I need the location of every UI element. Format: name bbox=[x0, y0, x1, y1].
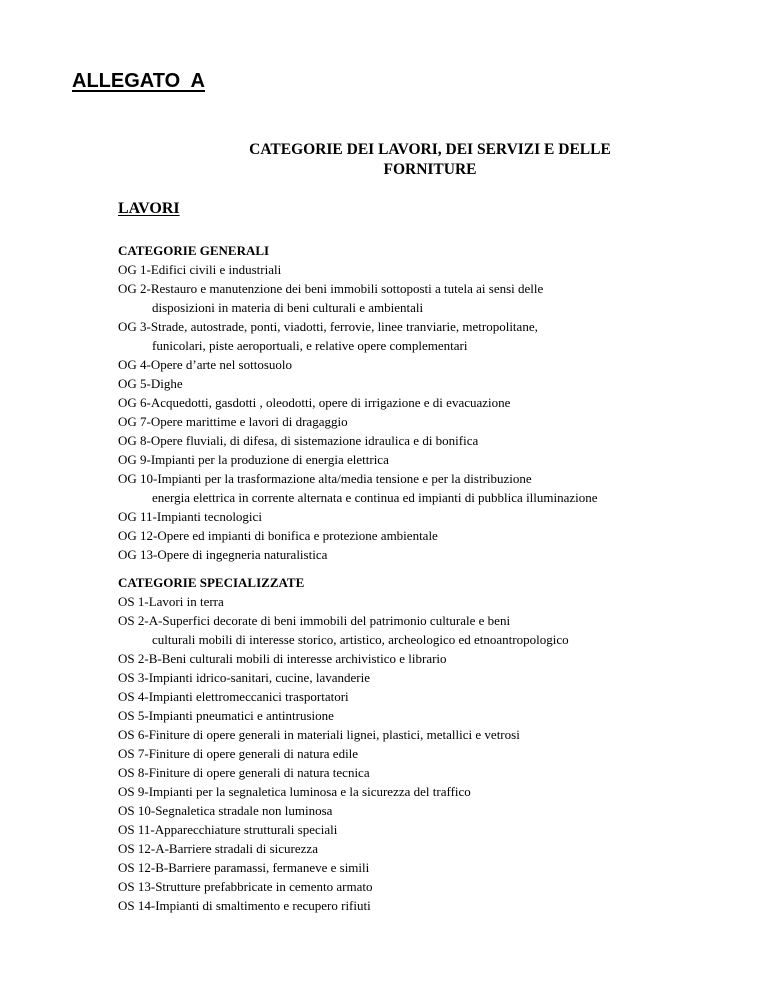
document-title bbox=[170, 140, 690, 180]
category-item bbox=[118, 801, 569, 820]
category-item-continuation: disposizioni in materia di beni culturali e ambientali bbox=[152, 300, 424, 315]
category-item bbox=[118, 649, 569, 668]
category-item-line: OS 4-Impianti elettromeccanici trasportatori bbox=[118, 689, 349, 704]
category-item-line: OS 12-A-Barriere stradali di sicurezza bbox=[118, 841, 318, 856]
categorie-specializzate-list bbox=[118, 592, 569, 915]
category-item bbox=[118, 279, 598, 317]
category-item bbox=[118, 450, 598, 469]
category-item bbox=[118, 592, 569, 611]
category-item-line: OS 12-B-Barriere paramassi, fermaneve e simili bbox=[118, 860, 370, 875]
category-item-line: OG 3-Strade, autostrade, ponti, viadotti, ferrovie, linee tranviarie, metropolitane, bbox=[118, 319, 538, 334]
category-item-line: OS 3-Impianti idrico-sanitari, cucine, lavanderie bbox=[118, 670, 370, 685]
category-item bbox=[118, 393, 598, 412]
categorie-generali-title: CATEGORIE GENERALI bbox=[118, 243, 270, 258]
category-item-line: OG 7-Opere marittime e lavori di dragaggio bbox=[118, 414, 348, 429]
category-item-line: OS 8-Finiture di opere generali di natura tecnica bbox=[118, 765, 370, 780]
category-item-line: OG 2-Restauro e manutenzione dei beni immobili sottoposti a tutela ai sensi delle bbox=[118, 281, 544, 296]
category-item bbox=[118, 706, 569, 725]
category-item-line: OG 1-Edifici civili e industriali bbox=[118, 262, 282, 277]
category-item-line: OG 8-Opere fluviali, di difesa, di sistemazione idraulica e di bonifica bbox=[118, 433, 479, 448]
category-item bbox=[118, 355, 598, 374]
category-item-line: OS 13-Strutture prefabbricate in cemento armato bbox=[118, 879, 373, 894]
category-item bbox=[118, 611, 569, 649]
category-item-line: OS 2-A-Superfici decorate di beni immobili del patrimonio culturale e beni bbox=[118, 613, 511, 628]
category-item-line: OG 13-Opere di ingegneria naturalistica bbox=[118, 547, 328, 562]
document-title-line-1: CATEGORIE DEI LAVORI, DEI SERVIZI E DELLE bbox=[249, 141, 611, 158]
categorie-specializzate-title: CATEGORIE SPECIALIZZATE bbox=[118, 575, 305, 590]
category-item-line: OG 5-Dighe bbox=[118, 376, 183, 391]
category-item-line: OS 6-Finiture di opere generali in materiali lignei, plastici, metallici e vetrosi bbox=[118, 727, 520, 742]
category-item-continuation: energia elettrica in corrente alternata e continua ed impianti di pubblica illuminazione bbox=[152, 490, 598, 505]
category-item bbox=[118, 374, 598, 393]
category-item-line: OS 2-B-Beni culturali mobili di interesse archivistico e librario bbox=[118, 651, 447, 666]
category-item-line: OG 4-Opere d’arte nel sottosuolo bbox=[118, 357, 293, 372]
category-item-line: OS 11-Apparecchiature strutturali speciali bbox=[118, 822, 338, 837]
category-item-line: OS 5-Impianti pneumatici e antintrusione bbox=[118, 708, 334, 723]
category-item bbox=[118, 687, 569, 706]
category-item bbox=[118, 668, 569, 687]
categorie-generali-block bbox=[118, 241, 598, 564]
category-item-line: OS 14-Impianti di smaltimento e recupero rifiuti bbox=[118, 898, 371, 913]
category-item bbox=[118, 431, 598, 450]
category-item bbox=[118, 725, 569, 744]
category-item bbox=[118, 744, 569, 763]
category-item bbox=[118, 877, 569, 896]
category-item bbox=[118, 545, 598, 564]
category-item bbox=[118, 839, 569, 858]
categorie-generali-list bbox=[118, 260, 598, 564]
category-item-line: OS 1-Lavori in terra bbox=[118, 594, 224, 609]
category-item bbox=[118, 412, 598, 431]
category-item-line: OG 11-Impianti tecnologici bbox=[118, 509, 262, 524]
document-title-line-2: FORNITURE bbox=[383, 161, 477, 178]
category-item bbox=[118, 858, 569, 877]
category-item-line: OG 10-Impianti per la trasformazione alta/media tensione e per la distribuzione bbox=[118, 471, 532, 486]
category-item-line: OG 12-Opere ed impianti di bonifica e protezione ambientale bbox=[118, 528, 438, 543]
category-item-continuation: culturali mobili di interesse storico, artistico, archeologico ed etnoantropologico bbox=[152, 632, 569, 647]
section-heading-lavori: LAVORI bbox=[118, 200, 180, 217]
category-item-line: OS 9-Impianti per la segnaletica luminosa e la sicurezza del traffico bbox=[118, 784, 471, 799]
category-item bbox=[118, 260, 598, 279]
category-item bbox=[118, 763, 569, 782]
category-item bbox=[118, 317, 598, 355]
category-item-line: OS 10-Segnaletica stradale non luminosa bbox=[118, 803, 333, 818]
categorie-specializzate-block bbox=[118, 573, 569, 915]
allegato-heading: ALLEGATO A bbox=[72, 70, 205, 92]
category-item bbox=[118, 820, 569, 839]
category-item bbox=[118, 507, 598, 526]
category-item bbox=[118, 526, 598, 545]
category-item bbox=[118, 782, 569, 801]
category-item bbox=[118, 469, 598, 507]
category-item-line: OS 7-Finiture di opere generali di natura edile bbox=[118, 746, 359, 761]
category-item-continuation: funicolari, piste aeroportuali, e relative opere complementari bbox=[152, 338, 468, 353]
category-item-line: OG 6-Acquedotti, gasdotti , oleodotti, opere di irrigazione e di evacuazione bbox=[118, 395, 511, 410]
category-item bbox=[118, 896, 569, 915]
category-item-line: OG 9-Impianti per la produzione di energia elettrica bbox=[118, 452, 389, 467]
